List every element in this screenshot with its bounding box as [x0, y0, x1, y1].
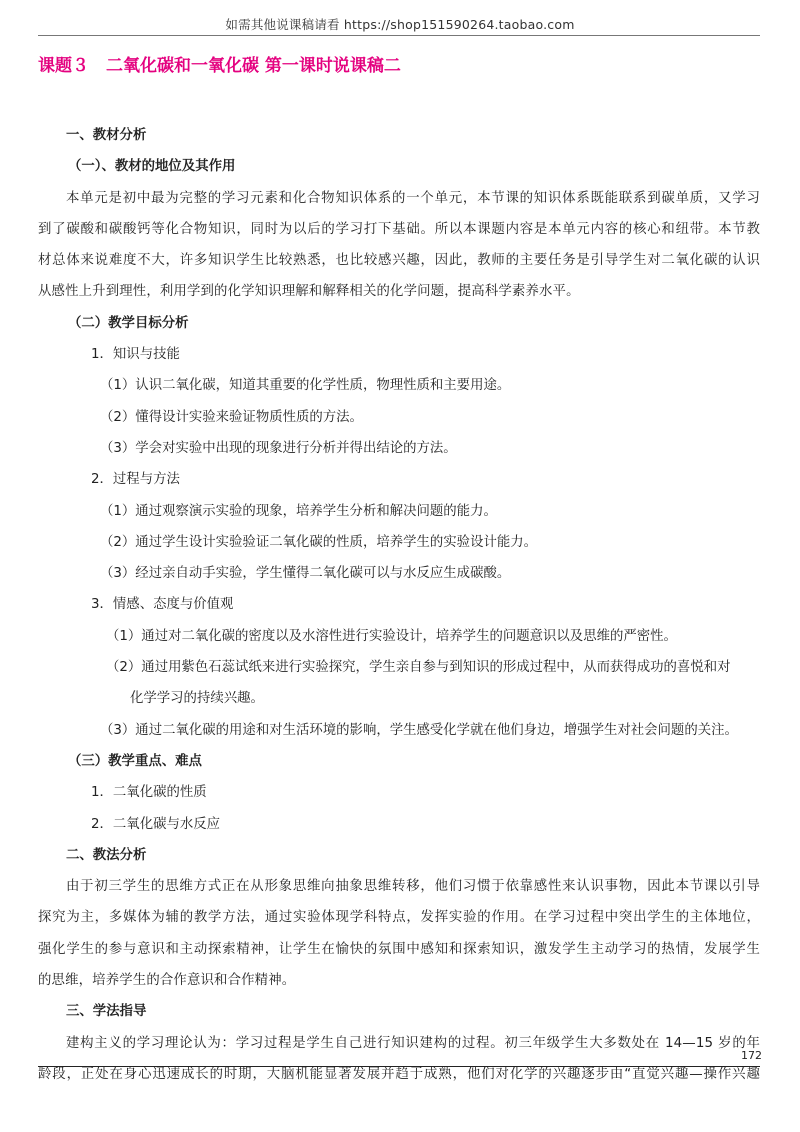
section-heading: 三、学法指导: [66, 1004, 147, 1020]
list-heading: 3．情感、态度与价值观: [91, 597, 234, 613]
paragraph-line: 由于初三学生的思维方式正在从形象思维向抽象思维转移，他们习惯于依靠感性来认识事物，因此本节课以引导: [66, 879, 760, 895]
list-heading: 2．过程与方法: [91, 472, 180, 488]
paragraph-line: 龄段，正处在身心迅速成长的时期，大脑机能显著发展并趋于成熟，他们对化学的兴趣逐步由“直觉兴趣—操作兴趣: [38, 1066, 760, 1082]
header-note: 如需其他说课稿请看 https://shop151590264.taobao.com: [225, 17, 575, 32]
list-item: 1．二氧化碳的性质: [91, 785, 207, 801]
list-item: （1）认识二氧化碳，知道其重要的化学性质，物理性质和主要用途。: [100, 378, 511, 394]
paragraph-line: 本单元是初中最为完整的学习元素和化合物知识体系的一个单元，本节课的知识体系既能联系到碳单质，又学习: [66, 190, 760, 206]
paragraph-line: 建构主义的学习理论认为：学习过程是学生自己进行知识建构的过程。初三年级学生大多数处在 14—15 岁的年: [66, 1035, 760, 1051]
list-item: 2．二氧化碳与水反应: [91, 816, 221, 832]
list-item: （2）通过学生设计实验验证二氧化碳的性质，培养学生的实验设计能力。: [100, 534, 538, 550]
list-item: （2）懂得设计实验来验证物质性质的方法。: [100, 409, 363, 425]
page-number: 172: [741, 1049, 762, 1062]
list-item-continuation: 化学学习的持续兴趣。: [130, 691, 264, 707]
section-heading: 二、教法分析: [66, 847, 147, 863]
subsection-heading: （一）、教材的地位及其作用: [68, 159, 236, 175]
paragraph-line: 的思维，培养学生的合作意识和合作精神。: [38, 973, 296, 989]
list-item: （3）经过亲自动手实验，学生懂得二氧化碳可以与水反应生成碳酸。: [100, 566, 511, 582]
list-item: （1）通过观察演示实验的现象，培养学生分析和解决问题的能力。: [100, 503, 497, 519]
list-item: （3）学会对实验中出现的现象进行分析并得出结论的方法。: [100, 440, 457, 456]
paragraph-line: 从感性上升到理性，利用学到的化学知识理解和解释相关的化学问题，提高科学素养水平。: [38, 284, 580, 300]
list-item: （3）通过二氧化碳的用途和对生活环境的影响，学生感受化学就在他们身边，增强学生对社会问题的关注。: [100, 722, 738, 738]
paragraph-line: 材总体来说难度不大，许多知识学生比较熟悉，也比较感兴趣，因此，教师的主要任务是引导学生对二氧化碳的认识: [38, 253, 760, 269]
footer-rule: [38, 1066, 760, 1067]
subsection-heading: （三）教学重点、难点: [68, 753, 202, 769]
list-item: （1）通过对二氧化碳的密度以及水溶性进行实验设计，培养学生的问题意识以及思维的严密性。: [106, 628, 677, 644]
paragraph-line: 探究为主，多媒体为辅的教学方法，通过实验体现学科特点，发挥实验的作用。在学习过程中突出学生的主体地位，: [38, 910, 760, 926]
document-title: 课题３ 二氧化碳和一氧化碳 第一课时说课稿二: [38, 56, 401, 76]
subsection-heading: （二）教学目标分析: [68, 315, 189, 331]
header-rule: [38, 35, 760, 36]
section-heading: 一、教材分析: [66, 128, 147, 143]
document-body: [38, 120, 760, 1090]
paragraph-line: 到了碳酸和碳酸钙等化合物知识，同时为以后的学习打下基础。所以本课题内容是本单元内容的核心和纽带。本节教: [38, 221, 760, 237]
list-heading: 1．知识与技能: [91, 347, 180, 363]
list-item: （2）通过用紫色石蕊试纸来进行实验探究，学生亲自参与到知识的形成过程中，从而获得成功的喜悦和对: [106, 660, 731, 676]
paragraph-line: 强化学生的参与意识和主动探索精神，让学生在愉快的氛围中感知和探索知识，激发学生主动学习的热情，发展学生: [38, 941, 760, 957]
